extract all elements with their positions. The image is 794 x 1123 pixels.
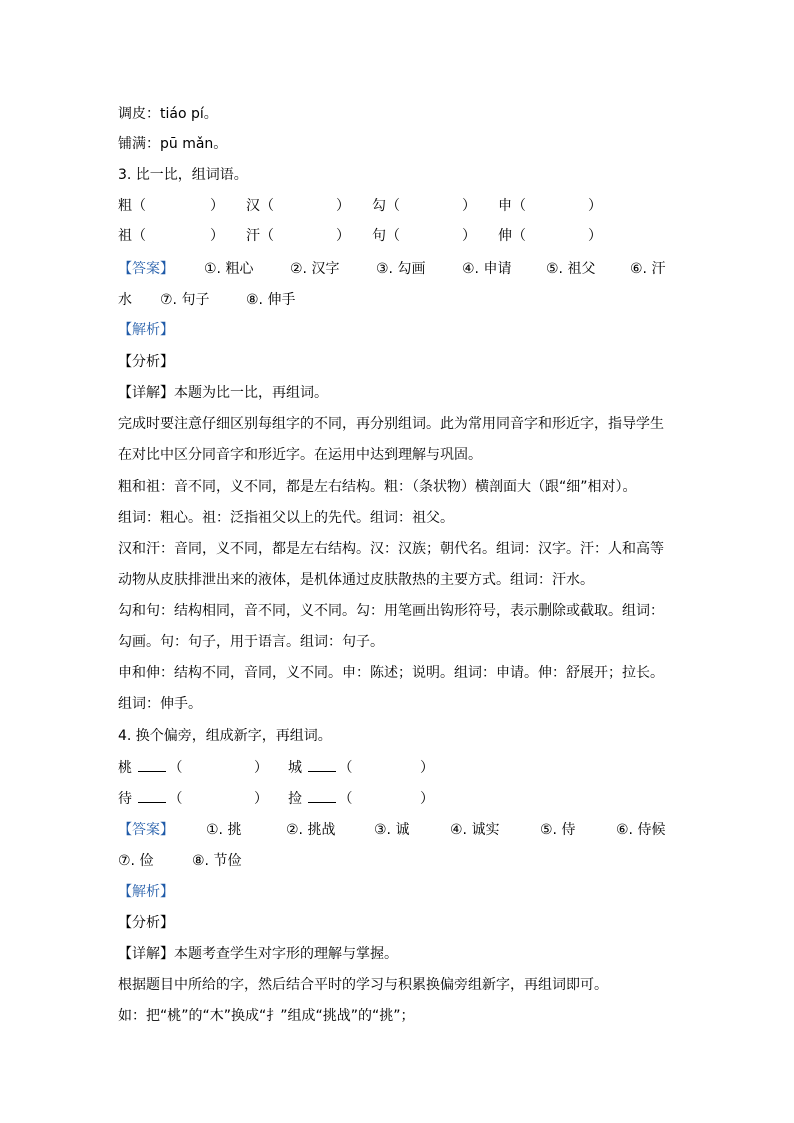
body-line: 动物从皮肤排泄出来的液体，是机体通过皮肤散热的主要方式。组词：汗水。 <box>118 572 594 588</box>
fenxi-label: 【分析】 <box>118 354 174 370</box>
body-line: 完成时要注意仔细区别每组字的不同，再分别组词。此为常用同音字和形近字，指导学生 <box>118 416 664 432</box>
xiangjie: 【详解】本题为比一比，再组词。 <box>118 385 328 401</box>
body-line: 组词：伸手。 <box>118 696 202 712</box>
body-line: 汉和汗：音同，义不同，都是左右结构。汉：汉族；朝代名。组词：汉字。汗：人和高等 <box>118 541 664 557</box>
pinyin-line-2: 铺满：pū mǎn。 <box>118 136 228 152</box>
body-line: 勾画。句：句子，用于语言。组词：句子。 <box>118 634 384 650</box>
blank-underline <box>308 759 336 772</box>
body-line: 根据题目中所给的字，然后结合平时的学习与积累换偏旁组新字，再组词即可。 <box>118 977 608 993</box>
page: 调皮：tiáo pí。 铺满：pū mǎn。 3. 比一比，组词语。 粗（ ） 汉（ ） 勾（ ） 申（ ） 祖（ ） 汗（ ） 句（ ） 伸（ ） 【答案】 ①. 粗心 ②. 汉字 ③. 勾画 ④. 申请 ⑤. 祖父 ⑥. 汗 水 ⑦. 句子 ⑧. 伸手 【解析】 【分析】 【详解】本题为比一比，再组词。 完成时要注意仔细区别每组字的不同，再分别组词。此为常用同音字和形近字，指导学生 在对比中区分同音字和形近字。在运用中达到理解与巩固。 粗和祖：音不同，义不同，都是左右结构。粗：（条状物）横剖面大（跟“细”相对）。 组词：粗心。祖：泛指祖父以上的先代。组词：祖父。 汉和汗：音同，义不同，都是左右结构。汉：汉族；朝代名。组词：汉字。汗：人和高等 动物从皮肤排泄出来的液体，是机体通过皮肤散热的主要方式。组词：汗水。 勾和句：结构相同，音不同，义不同。勾：用笔画出钩形符号，表示删除或截取。组词： 勾画。句：句子，用于语言。组词：句子。 申和伸：结构不同，音同，义不同。申：陈述；说明。组词：申请。伸：舒展开；拉长。 组词：伸手。 4. 换个偏旁，组成新字，再组词。 桃 （ ） 城 （ ） 待 （ ） 捡 （ ） 【答案】 ①. 挑 ②. 挑战 ③. 诚 ④. 诚实 ⑤. 侍 ⑥. 侍候 ⑦. 俭 ⑧. 节俭 【解析】 【分析】 【详解】本题考查学生对字形的理解与掌握。 根据题目中所给的字，然后结合平时的学习与积累换偏旁组新字，再组词即可。 如：把“桃”的“木”换成“扌”组成“挑战”的“挑”； <box>118 106 666 1024</box>
body-line: 申和伸：结构不同，音同，义不同。申：陈述；说明。组词：申请。伸：舒展开；拉长。 <box>118 665 664 681</box>
answer-label: 【答案】 <box>118 261 174 277</box>
q3-title: 3. 比一比，组词语。 <box>118 167 248 183</box>
body-line: 粗和祖：音不同，义不同，都是左右结构。粗：（条状物）横剖面大（跟“细”相对）。 <box>118 479 637 495</box>
jiexi-label: 【解析】 <box>118 322 174 338</box>
pinyin-line-1: 调皮：tiáo pí。 <box>118 106 218 122</box>
body-line: 如：把“桃”的“木”换成“扌”组成“挑战”的“挑”； <box>118 1008 415 1024</box>
answer-label: 【答案】 <box>118 822 174 838</box>
body-line: 组词：粗心。祖：泛指祖父以上的先代。组词：祖父。 <box>118 510 454 526</box>
body-line: 在对比中区分同音字和形近字。在运用中达到理解与巩固。 <box>118 447 482 463</box>
xiangjie: 【详解】本题考查学生对字形的理解与掌握。 <box>118 946 398 962</box>
blank-underline <box>138 790 166 803</box>
blank-underline <box>308 790 336 803</box>
body-line: 勾和句：结构相同，音不同，义不同。勾：用笔画出钩形符号，表示删除或截取。组词： <box>118 603 664 619</box>
q4-title: 4. 换个偏旁，组成新字，再组词。 <box>118 728 332 744</box>
jiexi-label: 【解析】 <box>118 884 174 900</box>
fenxi-label: 【分析】 <box>118 915 174 931</box>
blank-underline <box>138 759 166 772</box>
